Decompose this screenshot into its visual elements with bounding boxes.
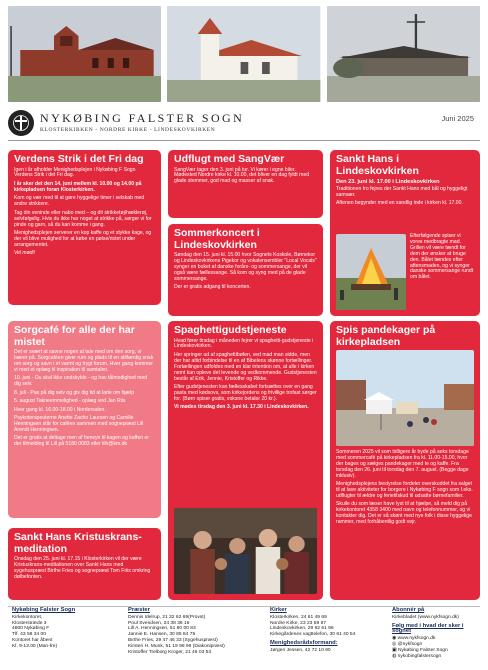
footer-priests-title: Præster (128, 607, 150, 613)
footer-parish-title: Nykøbing Falster Sogn (12, 607, 76, 613)
footer-line: Poul Svendsen, 24 38 36 16 (128, 620, 190, 626)
sorgcafe-card (8, 321, 161, 518)
sorgcafe-text: Hver gang kl. 16.00-18.00 i Nordersalen. (14, 406, 106, 413)
pandekager-text: Skulle du som læser have lyst til at hjælpe, så meld dig på kirkekontoret 4358 3400 med navn og telefonnummer, og vi kontakter dig. Det er så skønt med nye folk i disse hyggelige rammer, med forhåbentlig godt vejr. (336, 501, 472, 526)
footer-chairman-title: Menighedsrådsformand: (270, 639, 338, 646)
bonfire-photo (336, 234, 406, 310)
kristus-card (8, 528, 161, 600)
footer-priests (128, 608, 268, 655)
footer-link-text: nykobingfalstersogn (397, 653, 442, 659)
sorgcafe-text: 10. juni - Du skal ikke undskylde - og hav tålmodighed med dig selv. (14, 375, 148, 388)
globe-icon: ◉ (392, 636, 398, 642)
page-title: NYKØBING FALSTER SOGN (40, 111, 245, 125)
strik-card (8, 150, 161, 305)
strik-text: Tag din veninde eller nabo med – og dit strikketøj/hæklerøj, selvfølgelig. Hvis du ikke har noget at strikke på, sørger vi for pinde og garn, så du kan komme i gang. (14, 209, 152, 228)
kirkeplads-photo (336, 350, 474, 446)
header-photos (8, 6, 480, 102)
footer-churches-title: Kirker (270, 607, 287, 613)
footer-line: Kontoret har åbent (12, 637, 53, 643)
udflugt-card (168, 150, 323, 218)
sommerkoncert-card (168, 224, 323, 316)
footer-line: Lill A. Henningsen, 51 80 00 83 (128, 626, 196, 632)
issue-date: Juni 2025 (441, 114, 474, 123)
sorgcafe-text: Det er svært at savne nogen at tale med om den sorg, vi bærer på. Sorgcaféen giver rum og plads til en stilfærdig snak om sorg og savn i et varmt og trygt forum. Hver gang kommer vi med et oplæg til inspiration til samtalen. (14, 349, 154, 373)
footer-link-text: @nykfsogn (397, 641, 423, 647)
sankthans-text: Traditionen tro fejres der Sankt Hans med bål og hyggeligt samvær. (336, 186, 468, 198)
sankthans-card (330, 150, 480, 316)
klosterkirken-photo (8, 6, 161, 102)
facebook-icon: ▣ (392, 647, 398, 653)
strik-title: Verdens Strik i det Fri dag (14, 153, 144, 165)
footer-line: Jørgen Jessen, 42 72 10 90 (270, 647, 331, 653)
sankthans-title: Sankt Hans i Lindeskovkirken (336, 153, 419, 177)
sorgcafe-text: 5. august Takneemmelighed - oplæg ved Jan Riis (14, 398, 126, 405)
kristus-text: Onsdag den 25. juni kl. 17.15 i Klosterkirken vil der være Kristuskrans-meditationen over Sankt Hans med sygehuspræst Birthe Fries og sognepræst Tom Friis omkring dølbefonten. (14, 556, 151, 580)
sorgcafe-text: Psykoterapeuterne Anette Zacho Laursen og Camille Henningsen står for caféen sammen med sognepræst Lill Arendt Henningsen. (14, 415, 144, 433)
footer-line: Jannie E. Hansen, 30 85 84 75 (128, 632, 196, 638)
footer-follow-title: Følg med i hvad der sker i sognet (392, 622, 464, 635)
spaghetti-photo (174, 508, 317, 594)
strik-text: Menighedsplejen serverer en kop kaffe og et stykke kage, og der vil blive mulighed for at købe en pølse/ristet under arrangementet. (14, 230, 152, 248)
header-divider (8, 140, 480, 141)
footer-subscribe (392, 608, 480, 659)
footer-line: Kirkegårdenes vagttelefon, 30 61 40 54 (270, 632, 356, 638)
sorgcafe-text: 8. juli - Pas på dig selv og giv dig tid at lade om hjælp (14, 389, 135, 396)
footer-parish (12, 608, 122, 650)
footer-line: Kirsten H. Munk, 51 19 98 96 (Diakonipræst) (128, 643, 225, 649)
spaghetti-card (168, 321, 323, 600)
spaghetti-text: Vi mødes tirsdag den 3. juni kl. 17.30 i Lindeskovkirken. (174, 404, 309, 411)
footer-line: Lindeskovkirken, 29 62 61 96 (270, 626, 334, 632)
footer-line: Kristoffer Trelborg Kroger, 21 46 03 53 (128, 649, 212, 655)
spaghetti-title: Spaghettigudstjeneste (174, 324, 287, 336)
udflugt-text: SangVær tager den 3. juni på tur. Vi kører i egne biler. Mødested Nordre kirke kl. 10.00, det bliver en dag fyldt med glade stemmer, god mad og masser af snak. (174, 166, 310, 185)
footer-link[interactable]: Kirkebladet (www.nykfsogn.dk) (392, 614, 459, 620)
strik-signoff: Vel mødt! (14, 250, 36, 257)
sankthans-text: Efterfølgende spiser vi vores medbragte mad. Grillen vil være tændt for dem der ønsker at bruge den. Bålet tændes efter aftensmaden, og vi synger danske sommersange rundt om bålet. (410, 233, 474, 281)
sommerkoncert-text: Søndag den 15. juni kl. 15.00 hvor Sognets Koskole, Børnekor og Lindeskovkirkens Pigekor og vokalensembler "Local Vocals" synger en buket af danske forårs- og sommersange, der vil også være fællessange. Så kom og syng med på de glade sommersange. (174, 252, 317, 282)
camera-icon: ◍ (392, 653, 398, 659)
sankthans-text: Aftenen begynder med en sandlig inde i kirken kl. 17.00. (336, 200, 463, 207)
udflugt-title: Udflugt med SangVær (174, 153, 285, 165)
footer-line: Nordre Kirke, 23 23 59 67 (270, 620, 327, 626)
sommerkoncert-text: Der er gratis adgang til koncerten. (174, 284, 251, 291)
footer-line: Dennis Idelrup, 21 32 62 69(Provst) (128, 614, 206, 620)
pandekager-title: Spis pandekager på kirkepladsen (336, 324, 436, 348)
pandekager-text: Sommeren 2025 vil som tidligere år byde på seks torsdage med sommercafé på kirkepladsen fra kl. 11.00-15.00, hvor der bages og sælges pandekager med te og kaffe. Fra torsdag den 26. juni til torsdag den 7. august. (Begge dage inklusiv). (336, 449, 469, 479)
footer-line: Kirkekontoret, (12, 614, 43, 620)
footer-line: Birthe Fries, 29 47 46 33 (Sygehuspræst) (128, 637, 218, 643)
sorgcafe-text: Det er gratis at deltage men af hensyn til kagen og kaffen er der tilmelding til Lill på 5180 0083 eller lilh@km.dk (14, 435, 149, 448)
masthead (8, 108, 480, 142)
footer-line: Klosterstræde 3 (12, 620, 47, 626)
sankthans-subtitle: Den 23. juni kl. 17.00 i Lindeskovkirken (336, 179, 440, 185)
nordre-kirke-photo (167, 6, 320, 102)
sorgcafe-title: Sorgcafé for alle der har mistet (14, 324, 135, 348)
footer-link[interactable] (392, 654, 480, 660)
footer-subscribe-title: Abonnér på (392, 607, 425, 613)
spaghetti-text: Efter gudstjenesten kan fællesskabet fortsættes over en gang pasta med kødsovs, som kirkejordens og frivillige trofast sørger for. (Børn spiser gratis, voksne betaler 20 kr.). (174, 384, 317, 402)
sommerkoncert-title: Sommerkoncert i Lindeskovkirken (174, 227, 260, 251)
strik-text: Kom og vær med til at gøre hyggelige timer i selskab med andre strikkere. (14, 195, 145, 208)
page-subtitle: KLOSTERKIRKEN - NORDRE KIRKE - LINDESKOVKIRKEN (40, 127, 216, 133)
strik-text: I år sker det den 14. juni mellem kl. 10.00 og 14.00 på kirkepladsen foran Klosterkirken. (14, 180, 142, 193)
pandekager-card (330, 321, 480, 600)
footer-line: Tlf. 43 58 34 00 (12, 632, 46, 638)
instagram-icon: ◎ (392, 641, 398, 647)
footer-line: Klosterkirken, 24 61 49 69 (270, 614, 327, 620)
parish-logo-icon (8, 110, 34, 136)
footer-line: Kl. 9-13.00 (Man-fre) (12, 643, 58, 649)
pandekager-text: Menighedsplejens bestyrelse fordeler overskuddet fra salget til at lave aktiviteter for borgere i Nykøbing F sogn som f.eks. udflugter til ældre og ferietilskud til udsatte børnefamilier. (336, 481, 473, 499)
footer (8, 608, 480, 666)
spaghetti-text: Hvad fører tirsdag i måneden fejrer vi spaghetti-gudstjeneste i Lindeskovkirken. (174, 337, 314, 350)
footer-churches (270, 608, 388, 654)
footer-link-text: Nykøbing Falster Sogn (397, 647, 448, 653)
kristus-title: Sankt Hans Kristuskrans-meditation (14, 531, 142, 555)
spaghetti-text: Her springer ud af spaghettibøfen, ved mad man sidde, men der har altid forbindelse til en af Bibelens skønne fortællinger. Fortællingen udfoldes med en klar intention om, at alle i kirken nemt kan opleve det levende og vedkommende. Gudstjenesten består af Erik, Jennie, Kristoffer og Rikke. (174, 351, 317, 382)
strik-text: Igen i år afholder Menighedsplejen i Nykøbing F Sogn Verdens Strik i det Fri dag. (14, 166, 136, 179)
footer-line: 4800 Nykøbing F (12, 626, 50, 632)
lindeskovkirken-photo (327, 6, 480, 102)
footer-link-text: www.nykfsogn.dk (397, 636, 436, 642)
